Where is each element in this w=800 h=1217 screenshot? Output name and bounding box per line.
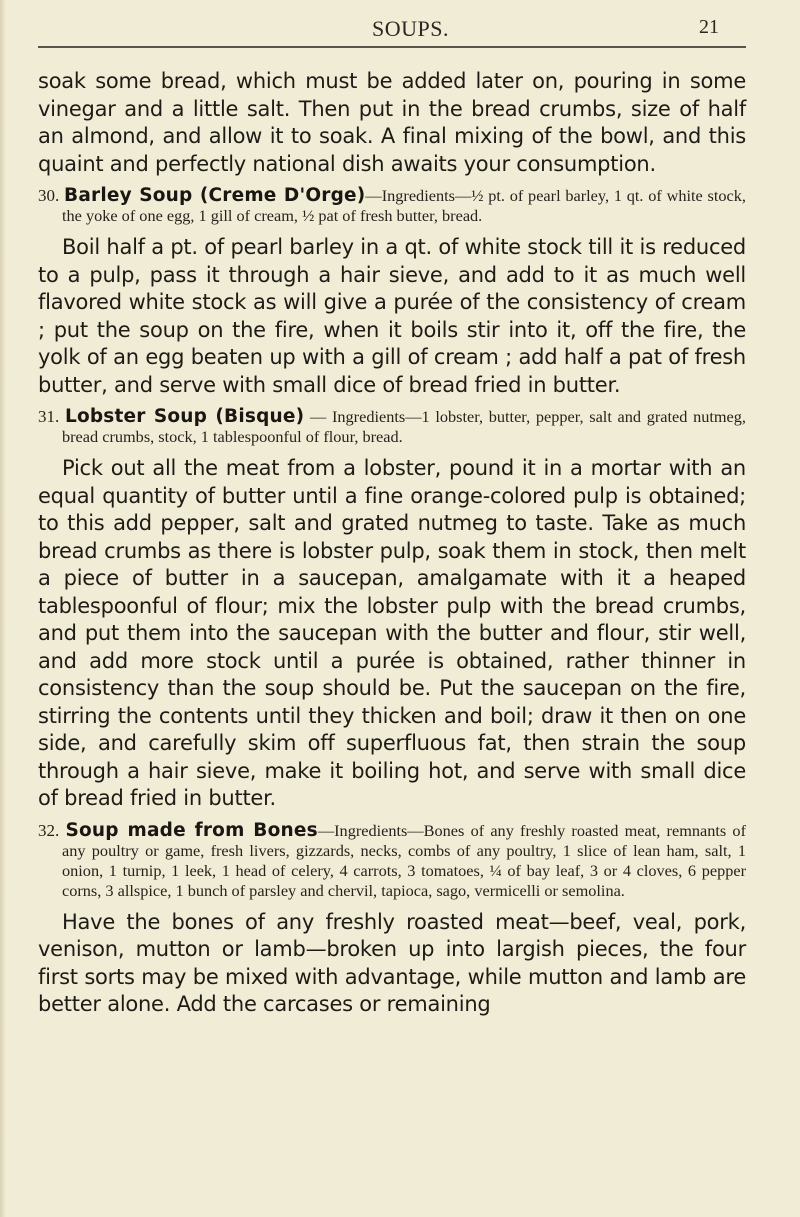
recipe-title: Soup made from Bones: [65, 819, 318, 841]
recipe-instructions-32: Have the bones of any freshly roasted meat—beef, veal, pork, venison, mutton or lamb—broken up into largish pieces, the four first sorts may be mixed with advantage, while mutton and lamb are better alone. Add the carcases or remaining: [38, 909, 746, 1016]
page-number: 21: [699, 16, 719, 38]
running-head: SOUPS.: [372, 16, 449, 41]
recipe-number: 32.: [38, 820, 60, 840]
header-rule: [38, 46, 746, 48]
recipe-ingredients: — Ingredients—1 lobster, butter, pepper, salt and grated nutmeg, bread crumbs, stock, 1 tablespoonful of flour, bread.: [62, 407, 746, 446]
page-body: [38, 68, 746, 1019]
page-header: [0, 8, 800, 48]
recipe-number: 31.: [38, 407, 60, 426]
paragraph-continued: soak some bread, which must be added later on, pouring in some vinegar and a little salt. Then put in the bread crumbs, size of half an almond, and allow it to soak. A final mixing of the bowl, and this quaint and perfectly national dish awaits your consumption.: [38, 69, 746, 176]
recipe-ingredients: —Ingredients—½ pt. of pearl barley, 1 qt. of white stock, the yoke of one egg, 1 gill of cream, ½ pat of fresh butter, bread.: [62, 186, 746, 225]
recipe-ingredients: —Ingredients—Bones of any freshly roasted meat, remnants of any poultry or game, fresh livers, gizzards, necks, combs of any poultry, 1 slice of lean ham, salt, 1 onion, 1 turnip, 1 leek, 1 head of celery, 4 carrots, 3 tomatoes, ¼ of bay leaf, 3 or 4 cloves, 6 pepper corns, 3 allspice, 1 bunch of parsley and chervil, tapioca, sago, vermicelli or semolina.: [62, 820, 746, 900]
page-gutter-shadow: [0, 0, 6, 1217]
recipe-title: Barley Soup (Creme D'Orge): [64, 185, 366, 206]
recipe-number: 30.: [38, 186, 60, 205]
recipe-heading-30: [38, 186, 746, 226]
recipe-instructions-30: Boil half a pt. of pearl barley in a qt. of white stock till it is reduced to a pulp, pass it through a hair sieve, and add to it as much well flavored white stock as will give a purée of the consistency of cream ; put the soup on the fire, when it boils stir into it, off the fire, the yolk of an egg beaten up with a gill of cream ; add half a pat of fresh butter, and serve with small dice of bread fried in butter.: [38, 235, 746, 397]
recipe-heading-32: [38, 821, 746, 901]
recipe-title: Lobster Soup (Bisque): [64, 406, 305, 427]
recipe-instructions-31: Pick out all the meat from a lobster, pound it in a mortar with an equal quantity of butter until a fine orange-colored pulp is obtained; to this add pepper, salt and grated nutmeg to taste. Take as much bread crumbs as there is lobster pulp, soak them in stock, then melt a piece of butter in a saucepan, amalgamate with it a heaped tablespoonful of flour; mix the lobster pulp with the bread crumbs, and put them into the saucepan with the butter and flour, stir well, and add more stock until a purée is obtained, rather thinner in consistency than the soup should be. Put the saucepan on the fire, stirring the contents until they thicken and boil; draw it then on one side, and carefully skim off superfluous fat, then strain the soup through a hair sieve, make it boiling hot, and serve with small dice of bread fried in butter.: [38, 456, 746, 810]
recipe-heading-31: [38, 407, 746, 447]
